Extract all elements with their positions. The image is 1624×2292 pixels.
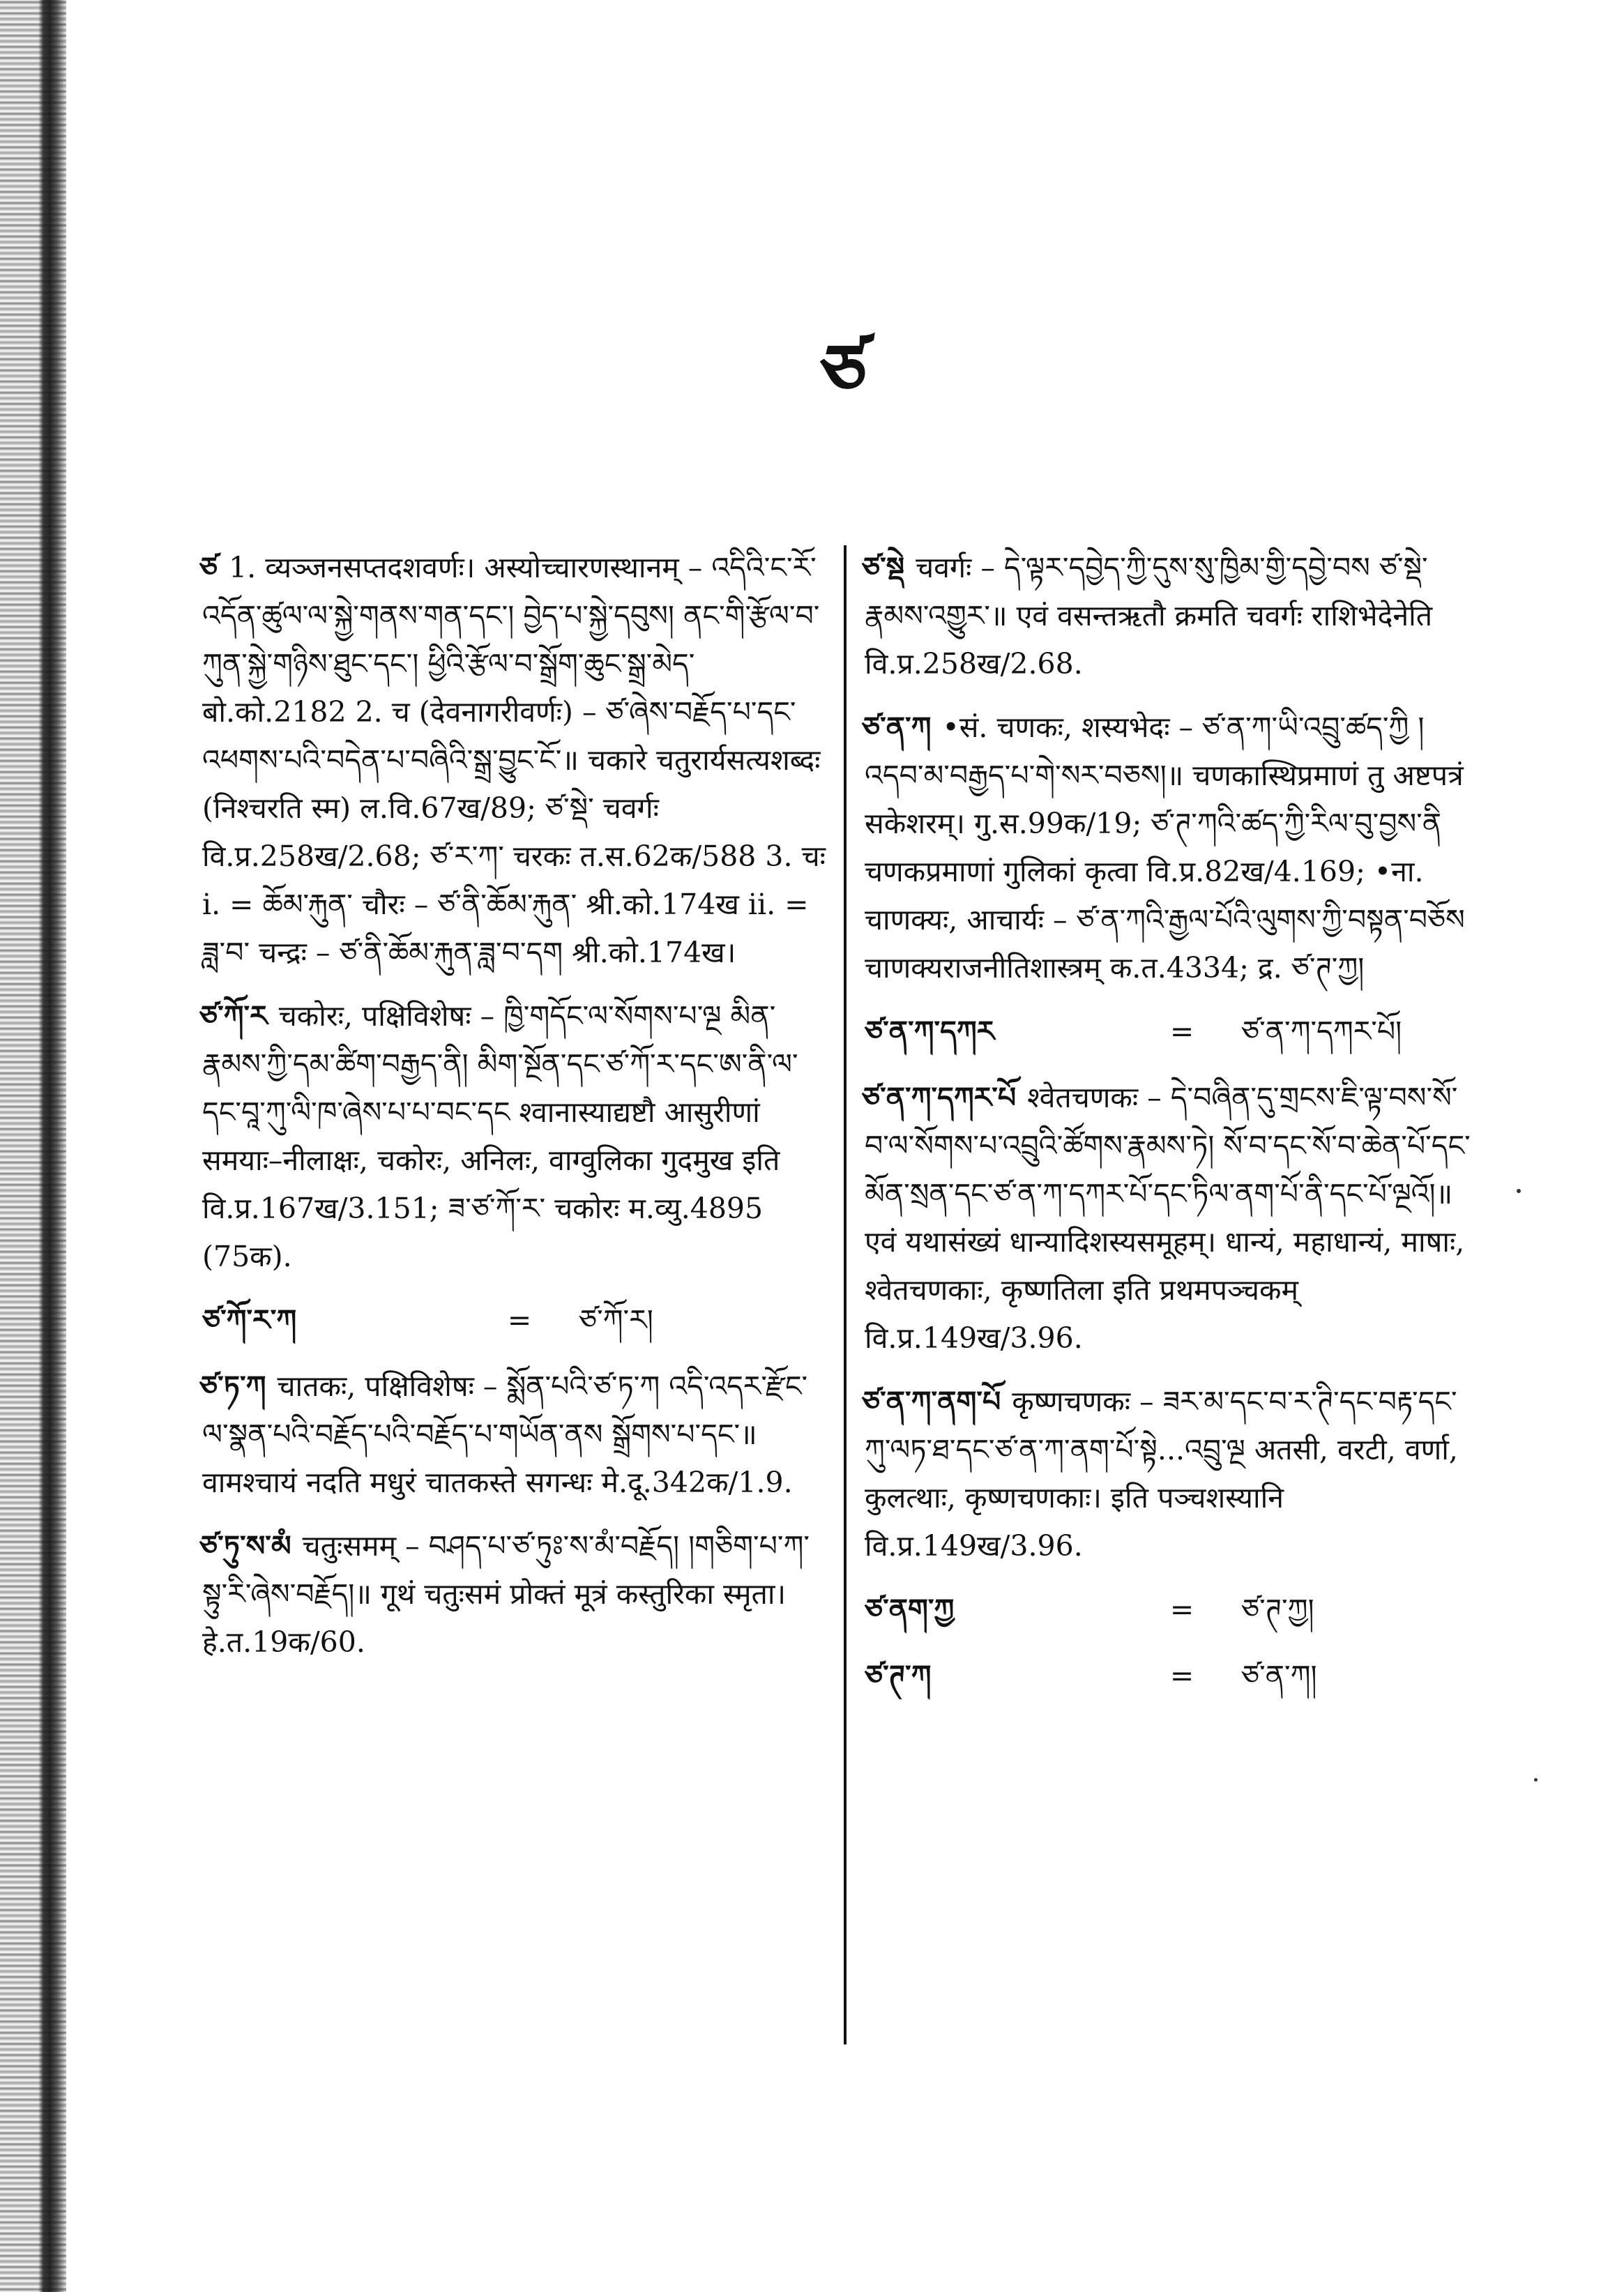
dictionary-entry — [862, 1074, 1478, 1363]
entry-headword: ཙ — [199, 551, 218, 584]
entry-text: श्वेतचणकः – དེ་བཞིན་དུ་གྲངས་ཇི་ལྟ་བས་སོ་བ་ལ་སོགས་པ་འབྲུའི་ཚོགས་རྣམས་ཏེ། སོ་བ་དང་སོ་བ་ཆེན་པོ་དང་མོན་སྲན་དང་ཙ་ན་ཀ་དཀར་པོ་དང་ཏིལ་ནག་པོ་ནི་དང་པོ་ལྔའོ།॥ एवं यथासंख्यं धान्यादिशस्यसमूहम्। धान्यं, महाधान्यं, माषाः, श्वेतचणकाः, कृष्णतिला इति प्रथमपञ्चकम् वि.प्र.149ख/3.96. — [865, 1081, 1471, 1355]
scan-speck — [1517, 1189, 1521, 1193]
equals-sign: = — [1169, 1593, 1194, 1626]
dictionary-entry — [199, 544, 830, 977]
entry-headword: ཙ་ན་ཀ་དཀར་པོ — [862, 1081, 1017, 1114]
cross-reference-entry — [865, 1652, 1478, 1700]
dictionary-entry — [199, 1522, 830, 1667]
entry-headword: ཙ་ཀོ་ར — [199, 999, 268, 1033]
dictionary-entry — [199, 1363, 830, 1507]
entry-text: 1. व्यञ्जनसप्तदशवर्णः। अस्योच्चारणस्थानम् – འདིའི་ང་རོ་འདོན་ཚུལ་ལ་སྐྱེ་གནས་གན་དང་། བྱེད་པ་སྐྱེ་དབུས། ནང་གི་རྩོལ་བ་ཀུན་སྐྱེ་གཉིས་ཐུང་དང་། ཕྱིའི་རྩོལ་བ་སྒྲོག་ཆུང་སྒྲ་མེད་ बो.को.2182 2. च (देवनागरीवर्णः) – ཙ་ཞེས་བརྗོད་པ་དང་འཕགས་པའི་བདེན་པ་བཞིའི་སྒྲ་བྱུང་ངོ་॥ चकारे चतुरार्यसत्यशब्दः (निश्चरति स्म) ल.वि.67ख/89; ཙ་སྡེ་ चवर्गः वि.प्र.258ख/2.68; ཙ་ར་ཀ་ चरकः त.स.62क/588 3. चः i. = ཆོམ་རྐུན་ चौरः – ཙ་ནི་ཆོམ་རྐུན་ श्री.को.174ख ii. = ཟླ་བ་ चन्द्रः – ཙ་ནི་ཆོམ་རྐུན་ཟླ་བ་དག श्री.को.174ख। — [202, 551, 826, 969]
entry-text: चवर्गः – དེ་ལྟར་དབྱེད་ཀྱི་དུས་སུ་ཁྱིམ་གྱི་དབྱེ་བས ཙ་སྡེ་རྣམས་འགྱུར་॥ एवं वसन्तऋतौ क्रमति चवर्गः राशिभेदेनेति वि.प्र.258ख/2.68. — [865, 551, 1433, 681]
right-column — [862, 544, 1478, 1718]
cross-reference-target: ཙ་ན་ཀ། — [1241, 1659, 1317, 1692]
column-divider — [844, 545, 847, 2044]
entry-text: कृष्णचणकः – ཟར་མ་དང་བ་ར་ཊི་དང་བརྟ་དང་ཀུ་ལཏ་ཐ་དང་ཙ་ན་ཀ་ནག་པོ་སྟེ...འབྲུ་ལྔ अतसी, वरटी, वर्णा, कुलत्थाः, कृष्णचणकाः। इति पञ्चशस्यानि वि.प्र.149ख/3.96. — [865, 1385, 1458, 1563]
entry-headword: ཙ་ཊ་ཀ — [865, 1659, 932, 1692]
entry-headword: ཙ་སྡེ — [862, 551, 905, 584]
entry-text: चकोरः, पक्षिविशेषः – ཁྱི་གདོང་ལ་སོགས་པ་ལྔ མིན་རྣམས་ཀྱི་དམ་ཚིག་བརྒྱད་ནི། མིག་སྔོན་དང་ཙ་ཀོ་ར་དང་ཨ་ནི་ལ་དང་བཱ་ཀུ་ལི་ཁ་ཞེས་པ་པ་བང་དང श्वानास्याद्यष्टौ आसुरीणां समयाः–नीलाक्षः, चकोरः, अनिलः, वाग्वुलिका गुदमुख इति वि.प्र.167ख/3.151; ཟ་ཙ་ཀོ་ར་ चकोरः म.व्यु.4895 (75क). — [202, 999, 798, 1273]
equals-sign: = — [507, 1303, 532, 1337]
entry-headword: ཙ་ན་ཀ་ནག་པོ — [862, 1385, 1001, 1418]
equals-sign: = — [1169, 1659, 1194, 1692]
left-column — [199, 544, 830, 1682]
page-heading-letter: ཙ — [820, 328, 867, 413]
cross-reference-entry — [865, 1008, 1478, 1056]
equals-sign: = — [1169, 1015, 1194, 1048]
cross-reference-target: ཙ་ཀོ་ར། — [579, 1303, 653, 1337]
dictionary-entry — [862, 704, 1478, 992]
entry-headword: ཙ་ཏ་ཀ — [199, 1369, 266, 1403]
entry-headword: ཙ་ན་ཀ — [862, 711, 932, 744]
entry-text: चातकः, पक्षिविशेषः – སྨོན་པའི་ཙ་ཏ་ཀ འདི་འདར་རྫོང་ལ་སྣན་པའི་བརྗོད་པའི་བརྗོད་པ་གཡོན་ནས སྒྲོགས་པ་དང་॥ वामश्चायं नदति मधुरं चातकस्ते सगन्धः मे.दू.342क/1.9. — [202, 1369, 808, 1499]
entry-headword: ཙ་ཀོ་ར་ཀ — [202, 1303, 297, 1337]
entry-headword: ཙ་ནག་ཀྱ — [865, 1593, 955, 1626]
entry-text: •सं. चणकः, शस्यभेदः – ཙ་ན་ཀ་ཡི་འབྲུ་ཚད་ཀྱི །འདབ་མ་བརྒྱད་པ་གེ་སར་བཅས།॥ चणकास्थिप्रमाणं तु अष्टपत्रं सकेशरम्। गु.स.99क/19; ཙ་ཊ་ཀའི་ཚད་ཀྱི་རིལ་བུ་བྱས་ནི चणकप्रमाणां गुलिकां कृत्वा वि.प्र.82ख/4.169; •ना. चाणक्यः, आचार्यः – ཙ་ན་ཀའི་རྒྱལ་པོའི་ལུགས་ཀྱི་བསྟན་བཅོས चाणक्यराजनीतिशास्त्रम् क.त.4334; द्र. ཙ་ཊ་ཀྱ། — [865, 711, 1465, 985]
cross-reference-entry — [865, 1586, 1478, 1634]
scan-speck — [1534, 1778, 1538, 1782]
entry-headword: ཙ་ན་ཀ་དཀར — [865, 1015, 995, 1048]
cross-reference-target: ཙ་ཊ་ཀྱ། — [1241, 1593, 1314, 1626]
cross-reference-target: ཙ་ན་ཀ་དཀར་པོ། — [1241, 1015, 1402, 1048]
dictionary-entry — [199, 992, 830, 1281]
entry-text: चतुःसमम् – བཤད་པ་ཙ་ཏུཿ་ས་མཾ་བརྗོད། །གཅིག་པ་ཀ་སྟུ་རི་ཞེས་བརྗོད།॥ गूथं चतुःसमं प्रोक्तं मूत्रं कस्तुरिका स्मृता। हे.त.19क/60. — [202, 1529, 810, 1659]
cross-reference-entry — [202, 1296, 830, 1344]
entry-headword: ཙ་ཏུ་ས་མཾ — [199, 1529, 291, 1563]
dictionary-entry — [862, 1378, 1478, 1570]
dictionary-entry — [862, 544, 1478, 688]
scan-binding-shadow — [0, 0, 66, 2292]
